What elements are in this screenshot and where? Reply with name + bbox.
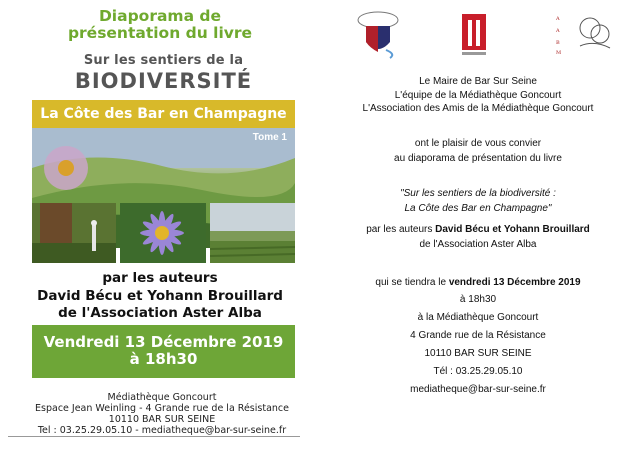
- poster-title-line-2: présentation du livre: [67, 24, 253, 42]
- poster-footer: [8, 392, 316, 436]
- authors-association: de l'Association Aster Alba: [419, 239, 537, 250]
- authors-names: David Bécu et Yohann Brouillard: [435, 224, 590, 235]
- host-mayor: Le Maire de Bar Sur Seine: [419, 76, 537, 87]
- tree-heron-image: [32, 203, 116, 263]
- photo-vineyard: [210, 203, 295, 263]
- invitation-details: [328, 274, 628, 399]
- host-association: L'Association des Amis de la Médiathèque Goncourt: [362, 103, 594, 114]
- date-prefix: qui se tiendra le: [375, 277, 449, 288]
- venue-phone: Tél : 03.25.29.05.10: [433, 366, 523, 377]
- partner-logos: [318, 10, 640, 62]
- poster-date-box: [32, 325, 295, 378]
- authors-prefix: par les auteurs: [366, 224, 436, 235]
- footer-contact: Tel : 03.25.29.05.10 - mediatheque@bar-sur-seine.fr: [37, 425, 287, 436]
- poster-authors-line-2: David Bécu et Yohann Brouillard: [37, 287, 283, 304]
- host-mediatheque-team: L'équipe de la Médiathèque Goncourt: [394, 90, 562, 101]
- invite-line-2: au diaporama de présentation du livre: [394, 153, 562, 164]
- poster-time: à 18h30: [129, 350, 198, 368]
- venue-city: 10110 BAR SUR SEINE: [424, 348, 532, 359]
- invitation-text: [328, 136, 628, 166]
- poster-authors-line-1: par les auteurs: [102, 270, 218, 286]
- invite-line-1: ont le plaisir de vous convier: [414, 138, 542, 149]
- invitation-panel: [318, 0, 640, 452]
- mediatheque-goncourt-logo-icon: [460, 10, 490, 60]
- invitation-date-line: [328, 274, 628, 291]
- footer-venue-name: Médiathèque Goncourt: [107, 392, 217, 403]
- invitation-authors: [328, 222, 628, 252]
- invitation-hosts: [328, 74, 628, 115]
- book-cover-subtitle: Sur les sentiers de la: [83, 53, 244, 68]
- invitation-authors-line: [328, 222, 628, 237]
- footer-city: 10110 BAR SUR SEINE: [108, 414, 216, 425]
- invitation-time: à 18h30: [459, 294, 497, 305]
- invitation-book-title: [328, 186, 628, 216]
- ville-bar-sur-seine-crest-icon: [356, 10, 400, 60]
- venue-email: mediatheque@bar-sur-seine.fr: [410, 384, 546, 395]
- footer-divider: [8, 436, 300, 437]
- association-amis-mediatheque-logo-icon: [554, 10, 612, 60]
- photo-strip: [32, 203, 295, 263]
- aster-flower-image: [120, 203, 206, 263]
- photo-tree-heron: [32, 203, 116, 263]
- venue-street: 4 Grande rue de la Résistance: [410, 330, 546, 341]
- book-cover-band-title: La Côte des Bar en Champagne: [32, 100, 295, 128]
- vineyard-image: [210, 203, 295, 263]
- photo-aster-flower: [120, 203, 206, 263]
- svg-text:M: M: [556, 50, 562, 56]
- book-title-line-1: "Sur les sentiers de la biodiversité :: [400, 188, 556, 199]
- poster-authors: [30, 270, 290, 323]
- invitation-date: vendredi 13 Décembre 2019: [448, 277, 581, 288]
- poster-date: Vendredi 13 Décembre 2019: [43, 333, 284, 351]
- poster-authors-line-3: de l'Association Aster Alba: [58, 305, 262, 321]
- book-title-line-2: La Côte des Bar en Champagne": [404, 203, 552, 214]
- poster-title-line-1: Diaporama de: [98, 7, 222, 25]
- poster-panel: [0, 0, 318, 452]
- footer-address: Espace Jean Weinling - 4 Grande rue de la Résistance: [35, 403, 289, 414]
- book-cover-title: BIODIVERSITÉ: [74, 69, 253, 93]
- venue-name: à la Médiathèque Goncourt: [417, 312, 539, 323]
- svg-text:B: B: [556, 40, 560, 46]
- poster-title: [40, 8, 280, 42]
- svg-text:A: A: [556, 16, 560, 22]
- svg-text:A: A: [556, 28, 560, 34]
- book-cover-tome: Tome 1: [252, 132, 287, 143]
